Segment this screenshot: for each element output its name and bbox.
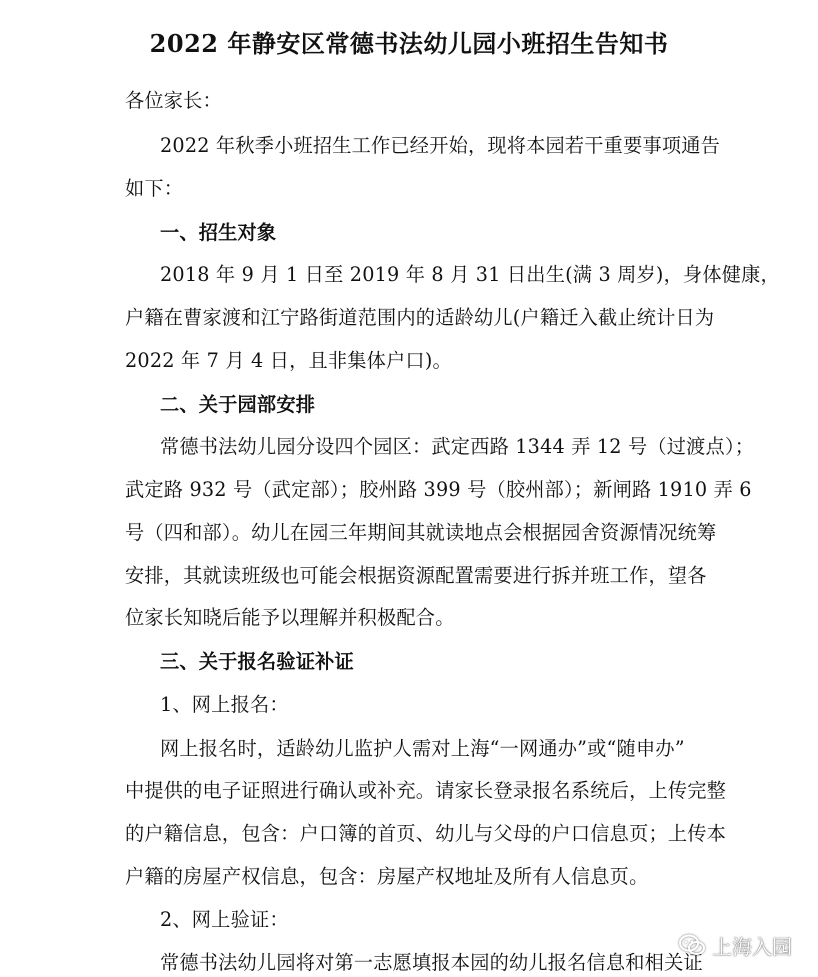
watermark-text: 上海入园 bbox=[712, 934, 792, 959]
body-line: 户籍的房屋产权信息，包含：房屋产权地址及所有人信息页。 bbox=[125, 865, 649, 888]
greeting: 各位家长： bbox=[125, 89, 222, 112]
source-watermark bbox=[678, 928, 792, 962]
body-line: 安排，其就读班级也可能会根据资源配置需要进行拆并班工作，望各 bbox=[125, 564, 707, 587]
body-line: 武定路 932 号（武定部）；胶州路 399 号（胶州部）；新闸路 1910 弄 6 bbox=[125, 478, 752, 501]
body-line: 位家长知晓后能予以理解并积极配合。 bbox=[125, 606, 455, 629]
section-heading-1: 一、招生对象 bbox=[160, 221, 277, 244]
body-line: 户籍在曹家渡和江宁路街道范围内的适龄幼儿(户籍迁入截止统计日为 bbox=[125, 306, 715, 329]
subsection-heading-1: 1、网上报名： bbox=[160, 693, 289, 716]
subsection-heading-2: 2、网上验证： bbox=[160, 908, 289, 931]
body-line: 网上报名时，适龄幼儿监护人需对上海“一网通办”或“随申办” bbox=[160, 737, 685, 760]
body-line: 常德书法幼儿园将对第一志愿填报本园的幼儿报名信息和相关证 bbox=[160, 951, 703, 974]
section-heading-3: 三、关于报名验证补证 bbox=[160, 650, 354, 673]
section-heading-2: 二、关于园部安排 bbox=[160, 393, 316, 416]
body-line: 号（四和部）。幼儿在园三年期间其就读地点会根据园舍资源情况统筹 bbox=[125, 521, 717, 544]
body-line: 2022 年 7 月 4 日，且非集体户口)。 bbox=[125, 349, 452, 372]
wechat-icon bbox=[678, 933, 706, 957]
body-line: 常德书法幼儿园分设四个园区：武定西路 1344 弄 12 号（过渡点）； bbox=[160, 435, 755, 458]
body-line: 如下： bbox=[125, 177, 184, 200]
body-line: 2018 年 9 月 1 日至 2019 年 8 月 31 日出生(满 3 周岁)，身体健康， bbox=[160, 263, 780, 286]
document-title: 2022 年静安区常德书法幼儿园小班招生告知书 bbox=[149, 29, 669, 58]
body-line: 2022 年秋季小班招生工作已经开始，现将本园若干重要事项通告 bbox=[160, 134, 721, 157]
body-line: 中提供的电子证照进行确认或补充。请家长登录报名系统后，上传完整 bbox=[125, 779, 727, 802]
body-line: 的户籍信息，包含：户口簿的首页、幼儿与父母的户口信息页；上传本 bbox=[125, 822, 727, 845]
